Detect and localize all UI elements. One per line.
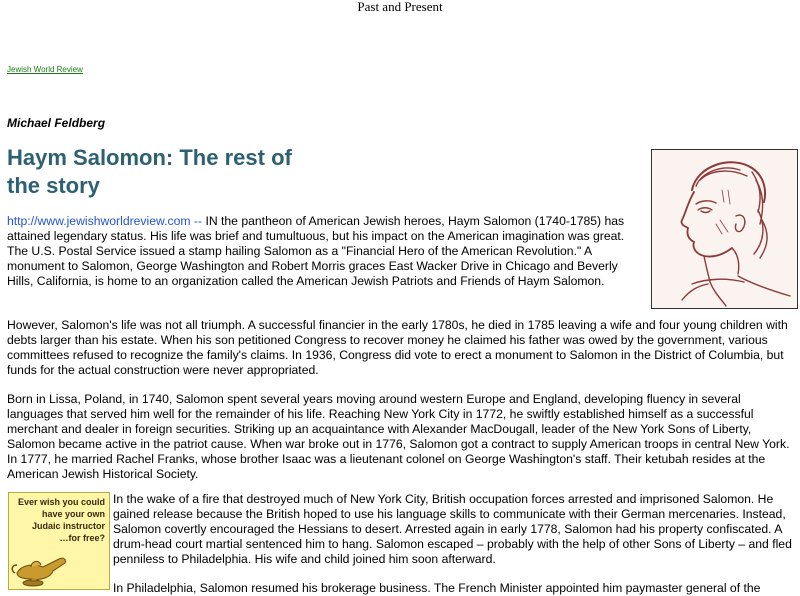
- author-byline: Michael Feldberg: [7, 116, 106, 130]
- article-title: Haym Salomon: The rest of the story: [7, 145, 292, 198]
- ad-line-1: Ever wish you could: [17, 497, 105, 507]
- ad-line-4: …for free?: [59, 533, 105, 543]
- article-paragraph-4: In the wake of a fire that destroyed much of New York City, British occupation forces arrested and imprisoned Salomon. He gained release because the British hoped to use his language skills to communicate with their German mercenaries. Instead, Salomon covertly encouraged the Hessians to desert. Arrested again in early 1778, Salomon had his property confiscated. A drum-head court martial sentenced him to hang. Salomon escaped – probably with the help of other Sons of Liberty – and fled penniless to Philadelphia. His wife and child joined him soon afterward.: [113, 492, 792, 566]
- source-url-link[interactable]: http://www.jewishworldreview.com --: [7, 214, 203, 228]
- article-paragraph-5: In Philadelphia, Salomon resumed his brokerage business. The French Minister appointed him paymaster general of the: [113, 581, 761, 595]
- article-paragraph-2: However, Salomon's life was not all triumph. A successful financier in the early 1780s, he died in 1785 leaving a wife and four young children with debts larger than his estate. When his son petitioned Congress to recover money he claimed his father was owed by the government, various committees refused to recognize the family's claims. In 1936, Congress did vote to erect a monument to Salomon in the District of Columbia, but funds for the actual construction were never appropriated.: [7, 318, 788, 377]
- ad-line-2: have your own: [41, 509, 105, 519]
- magic-lamp-icon: [11, 545, 71, 587]
- article-paragraph-1: [7, 214, 639, 289]
- jewish-world-review-link[interactable]: Jewish World Review: [7, 65, 83, 74]
- ad-line-3: Judaic instructor: [31, 521, 105, 531]
- article-paragraph-3: Born in Lissa, Poland, in 1740, Salomon spent several years moving around western Europe and England, developing fluency in several languages that served him well for the remainder of his life. Reaching New York City in 1772, he swiftly established himself as a successful merchant and dealer in foreign securities. Striking up an acquaintance with Alexander MacDougall, leader of the New York Sons of Liberty, Salomon became active in the patriot cause. When war broke out in 1776, Salomon got a contract to supply American troops in central New York. In 1777, he married Rachel Franks, whose brother Isaac was a lieutenant colonel on George Washington's staff. Their ketubah resides at the American Jewish Historical Society.: [7, 392, 790, 481]
- paragraph-1-text: IN the pantheon of American Jewish heroes, Haym Salomon (1740-1785) has attained legendary status. His life was brief and tumultuous, but his impact on the American imagination was great. The U.S. Postal Service issued a stamp hailing Salomon as a "Financial Hero of the American Revolution." A monument to Salomon, George Washington and Robert Morris graces East Wacker Drive in Chicago and Beverly Hills, California, is home to an organization called the American Jewish Patriots and Friends of Haym Salomon.: [7, 214, 625, 288]
- ad-text: [13, 496, 105, 544]
- section-name: Past and Present: [357, 0, 443, 14]
- judaic-instructor-ad[interactable]: [8, 492, 110, 590]
- haym-salomon-portrait: [651, 149, 798, 309]
